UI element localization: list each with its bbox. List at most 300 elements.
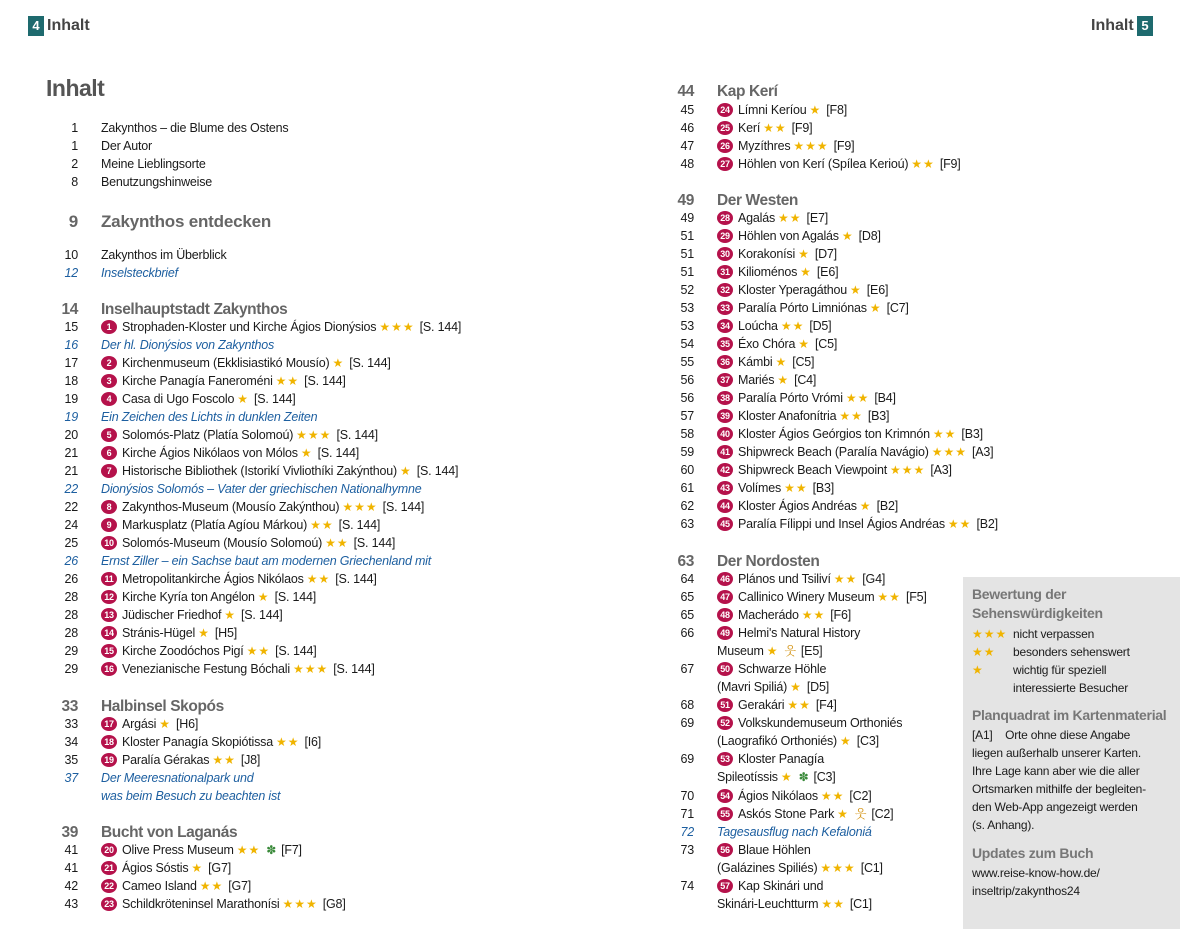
entry-content: [717, 137, 854, 155]
star-rating-icon: ★★: [801, 608, 826, 622]
map-grid-ref: [A3]: [972, 445, 994, 459]
toc-entry[interactable]: [46, 642, 317, 660]
sight-number-marker: 23: [101, 897, 117, 911]
entry-title: Ernst Ziller – ein Sachse baut am modernen Griechenland mit: [101, 554, 432, 568]
entry-content: [101, 372, 346, 390]
sight-number-marker: 18: [101, 735, 117, 749]
toc-entry[interactable]: [662, 245, 837, 263]
map-grid-ref: [F9]: [939, 157, 961, 171]
map-grid-ref: [S. 144]: [333, 662, 375, 676]
page-number: 8: [71, 175, 78, 189]
sight-number-marker: 49: [717, 626, 733, 640]
toc-entry[interactable]: [662, 461, 952, 479]
entry-title: Zakynthos – die Blume des Ostens: [101, 121, 289, 135]
sight-number-marker: 24: [717, 103, 733, 117]
map-grid-ref: [B3]: [812, 481, 835, 495]
toc-entry[interactable]: [662, 859, 883, 877]
page-number: 43: [64, 897, 78, 911]
page-number: 71: [680, 807, 694, 821]
entry-content: [717, 407, 889, 425]
toc-entry[interactable]: [46, 137, 152, 155]
toc-entry[interactable]: [662, 624, 860, 642]
toc-entry[interactable]: [662, 805, 893, 823]
toc-entry[interactable]: [46, 877, 251, 895]
page-number: 41: [64, 843, 78, 857]
star-icon: ★: [972, 663, 984, 677]
star-rating-icon: ★: [300, 446, 313, 460]
toc-entry[interactable]: [46, 534, 395, 552]
toc-entry[interactable]: [46, 264, 178, 282]
map-grid-ref: [C3]: [856, 734, 879, 748]
star-rating-icon: ★: [766, 644, 779, 658]
page-number: 41: [64, 861, 78, 875]
toc-entry[interactable]: [46, 787, 280, 805]
toc-entry[interactable]: [46, 336, 274, 354]
toc-entry[interactable]: [662, 425, 983, 443]
toc-entry[interactable]: [662, 479, 834, 497]
toc-entry[interactable]: [662, 497, 898, 515]
star-rating-icon: ★: [798, 247, 810, 261]
sight-number-marker: 22: [101, 879, 117, 893]
updates-url[interactable]: www.reise-know-how.de/: [972, 866, 1100, 880]
page-number: 33: [61, 698, 78, 715]
entry-title: Venezianische Festung Bóchali: [122, 662, 290, 676]
entry-content: [717, 660, 826, 678]
toc-entry[interactable]: [46, 246, 227, 264]
page-number: 49: [677, 192, 694, 209]
entry-content: [717, 750, 824, 768]
toc-entry[interactable]: [46, 173, 212, 191]
updates-title: Updates zum Buch: [972, 845, 1094, 861]
toc-entry[interactable]: [46, 119, 288, 137]
toc-entry[interactable]: [662, 317, 831, 335]
entry-content: [101, 733, 321, 751]
toc-entry[interactable]: [46, 751, 260, 769]
star-rating-icon: ★: [798, 337, 811, 351]
entry-title: Argási: [122, 717, 157, 731]
entry-title: Gerakári: [738, 698, 785, 712]
star-rating-icon: ★: [777, 373, 790, 387]
toc-entry[interactable]: [662, 877, 823, 895]
map-grid-ref: [S. 144]: [338, 518, 381, 532]
sight-number-marker: 28: [717, 211, 733, 225]
page-number: 42: [64, 879, 78, 893]
sight-number-marker: 51: [717, 698, 733, 712]
toc-entry[interactable]: [662, 335, 837, 353]
page-number: 54: [680, 337, 694, 351]
map-grid-ref: [B3]: [867, 409, 890, 423]
entry-content: [101, 444, 359, 462]
entry-title: Dionýsios Solomós – Vater der griechischen Nationalhymne: [101, 482, 422, 496]
toc-entry[interactable]: [662, 588, 927, 606]
map-grid-ref: [F4]: [815, 698, 837, 712]
entry-content: [717, 101, 847, 119]
entry-content: [101, 715, 198, 733]
entry-content: [101, 498, 424, 516]
map-grid-ref: [G7]: [208, 861, 231, 875]
toc-entry[interactable]: [662, 823, 872, 841]
toc-entry[interactable]: [46, 390, 296, 408]
map-grid-ref: [F6]: [830, 608, 851, 622]
entry-content: [101, 877, 251, 895]
star-rating-icon: ★★: [780, 319, 805, 333]
page-number: 69: [680, 752, 694, 766]
entry-title: Kloster Anafonítria: [738, 409, 837, 423]
star-rating-icon: ★★★: [342, 500, 378, 514]
toc-section-heading[interactable]: [46, 211, 271, 233]
star-rating-icon: ★: [859, 499, 872, 513]
toc-entry[interactable]: [662, 660, 826, 678]
entry-content: [101, 155, 206, 173]
toc-entry[interactable]: [662, 732, 879, 750]
toc-entry[interactable]: [46, 552, 431, 570]
toc-entry[interactable]: [46, 859, 231, 877]
sight-number-marker: 11: [101, 572, 117, 586]
map-grid-ref: [S. 144]: [304, 374, 346, 388]
toc-entry[interactable]: [662, 371, 816, 389]
toc-entry[interactable]: [662, 119, 812, 137]
page-number: 65: [680, 590, 694, 604]
entry-content: [717, 570, 885, 588]
page-number: 45: [680, 103, 694, 117]
page-number: 61: [680, 481, 694, 495]
legend-line: (s. Anhang).: [972, 818, 1035, 832]
map-grid-ref: [A3]: [930, 463, 952, 477]
star-rating-icon: ★★: [212, 753, 236, 767]
star-rating-icon: ★★: [275, 735, 300, 749]
toc-entry[interactable]: [46, 841, 302, 859]
page-number: 58: [680, 427, 694, 441]
entry-content: [717, 209, 828, 227]
toc-entry[interactable]: [46, 354, 391, 372]
kids-icon: 웃: [784, 644, 796, 658]
map-grid-ref: [E6]: [866, 283, 889, 297]
map-grid-ref: [G7]: [228, 879, 252, 893]
kids-icon: 웃: [854, 807, 867, 821]
star-rating-icon: ★★: [820, 789, 845, 803]
toc-entry[interactable]: [662, 353, 814, 371]
map-grid-ref: [F9]: [791, 121, 813, 135]
entry-title: Strophaden-Kloster und Kirche Ágios Dionýsios: [122, 320, 377, 334]
star-rating-icon: ★: [790, 680, 802, 694]
sight-number-marker: 34: [717, 319, 733, 333]
page-number: 28: [64, 626, 78, 640]
page-number: 10: [64, 248, 78, 262]
sight-number-marker: 1: [101, 320, 117, 334]
entry-title: Shipwreck Beach (Paralía Navágio): [738, 445, 929, 459]
toc-entry[interactable]: [46, 606, 283, 624]
map-grid-ref: [B2]: [976, 517, 998, 531]
entry-title: Shipwreck Beach Viewpoint: [738, 463, 888, 477]
entry-title: Schildkröteninsel Marathonísi: [122, 897, 280, 911]
star-rating-icon: ★★: [833, 572, 858, 586]
entry-title: Tagesausflug nach Kefaloniá: [717, 825, 872, 839]
sight-number-marker: 50: [717, 662, 733, 676]
toc-entry[interactable]: [662, 678, 829, 696]
entry-title: Kilioménos: [738, 265, 798, 279]
rating-label: nicht verpassen: [1013, 627, 1095, 641]
toc-entry[interactable]: [662, 714, 902, 732]
page-number: 48: [680, 157, 694, 171]
sight-number-marker: 48: [717, 608, 733, 622]
page-number: 19: [64, 410, 78, 424]
entry-title: Spileotíssis: [717, 770, 778, 784]
toc-entry[interactable]: [662, 642, 822, 660]
star-rating-icon: ★★: [275, 374, 300, 388]
page-number: 51: [680, 229, 694, 243]
entry-title: Schwarze Höhle: [738, 662, 827, 676]
toc-entry[interactable]: [46, 895, 346, 913]
entry-content: [101, 264, 178, 282]
entry-content: [101, 137, 152, 155]
page-number: 28: [64, 608, 78, 622]
toc-entry[interactable]: [662, 570, 885, 588]
toc-entry[interactable]: [46, 733, 321, 751]
sight-number-marker: 5: [101, 428, 117, 442]
entry-title: Kloster Ágios Andréas: [738, 499, 857, 513]
star-rating-icon: ★★: [821, 897, 845, 911]
entry-content: [101, 213, 271, 231]
entry-title: Kerí: [738, 121, 761, 135]
page-number: 51: [680, 247, 694, 261]
star-rating-icon: ★★★: [379, 320, 415, 334]
toc-entry[interactable]: [662, 209, 828, 227]
page-number: 60: [680, 463, 694, 477]
sight-number-marker: 27: [717, 157, 733, 171]
star-rating-icon: ★: [869, 301, 882, 315]
entry-title: Solomós-Platz (Platía Solomoú): [122, 428, 294, 442]
toc-entry[interactable]: [46, 769, 254, 787]
map-grid-ref: [S. 144]: [241, 608, 283, 622]
toc-entry[interactable]: [662, 696, 837, 714]
entry-content: [717, 317, 831, 335]
entry-title: Callinico Winery Museum: [738, 590, 875, 604]
entry-content: [717, 823, 872, 841]
rating-legend-title-2: Sehenswürdigkeiten: [972, 605, 1103, 621]
entry-content: [101, 426, 378, 444]
star-rating-icon: ★★: [839, 409, 863, 423]
star-rating-icon: ★★: [778, 211, 802, 225]
entry-content: [717, 805, 893, 823]
entry-content: [717, 841, 811, 859]
toc-entry[interactable]: [662, 750, 824, 768]
page-number: 29: [64, 644, 78, 658]
toc-entry[interactable]: [46, 408, 317, 426]
map-grid-ref: [S. 144]: [275, 644, 317, 658]
toc-entry[interactable]: [46, 155, 206, 173]
star-rating-icon: ★: [332, 356, 345, 370]
entry-title: Der Nordosten: [717, 553, 820, 570]
star-rating-icon: ★★: [787, 698, 811, 712]
map-grid-ref: [D7]: [814, 247, 837, 261]
entry-title: (Mavri Spiliá): [717, 680, 788, 694]
star-rating-icon: ★★: [236, 843, 261, 857]
entry-title: Kloster Yperagáthou: [738, 283, 848, 297]
toc-entry[interactable]: [662, 515, 998, 533]
toc-entry[interactable]: [662, 281, 888, 299]
entry-content: [717, 877, 823, 895]
entry-content: [101, 173, 212, 191]
entry-title: Bucht von Laganás: [101, 824, 238, 841]
map-grid-ref: [S. 144]: [254, 392, 296, 406]
map-grid-ref: [S. 144]: [335, 572, 377, 586]
entry-content: [717, 859, 883, 877]
entry-title: Korakonísi: [738, 247, 796, 261]
entry-title: Kap Kerí: [717, 83, 778, 100]
star-rating-icon: ★★★: [292, 662, 329, 676]
sight-number-marker: 38: [717, 391, 733, 405]
toc-entry[interactable]: [46, 715, 198, 733]
toc-entry[interactable]: [46, 480, 421, 498]
rating-legend: [972, 625, 1180, 697]
sight-number-marker: 6: [101, 446, 117, 460]
sight-number-marker: 30: [717, 247, 733, 261]
toc-entry[interactable]: [46, 570, 377, 588]
page-number: 17: [64, 356, 78, 370]
page-number: 1: [71, 121, 78, 135]
entry-title: Volkskundemuseum Orthoniés: [738, 716, 903, 730]
entry-content: [101, 824, 237, 842]
entry-content: [101, 624, 237, 642]
sight-number-marker: 45: [717, 517, 733, 531]
map-grid-ref: [D5]: [809, 319, 832, 333]
toc-entry[interactable]: [46, 444, 359, 462]
sight-number-marker: 13: [101, 608, 117, 622]
star-rating-icon: ★: [837, 807, 849, 821]
star-rating-icon: ★★★: [282, 897, 318, 911]
map-grid-ref: [S. 144]: [353, 536, 396, 550]
star-rating-icon: ★★: [845, 391, 870, 405]
legend-line: Ortsmarken mithilfe der begleiten-: [972, 782, 1146, 796]
entry-content: [717, 606, 851, 624]
entry-title: Der Meeresnationalpark und: [101, 771, 254, 785]
entry-title: Cameo Island: [122, 879, 197, 893]
toc-entry[interactable]: [662, 443, 993, 461]
entry-title: Paralía Gérakas: [122, 753, 210, 767]
legend-line: [A1] Orte ohne diese Angabe: [972, 728, 1131, 742]
toc-entry[interactable]: [662, 227, 881, 245]
entry-title: Historische Bibliothek (Istorikí Vivliothíki Zakýnthou): [122, 464, 397, 478]
star-rating-icon: ★: [850, 283, 862, 297]
page-number: 67: [680, 662, 694, 676]
map-grid-ref: [C1]: [849, 897, 872, 911]
page-number: 47: [680, 139, 694, 153]
toc-entry[interactable]: [46, 462, 458, 480]
page-number: 52: [680, 283, 694, 297]
toc-entry[interactable]: [662, 263, 838, 281]
map-grid-ref: [C1]: [860, 861, 883, 875]
entry-content: [101, 246, 227, 264]
star-rating-icon: ★★★: [890, 463, 926, 477]
star-icon: ★★: [972, 645, 996, 659]
page-number: 56: [680, 373, 694, 387]
entry-title: Skinári-Leuchtturm: [717, 897, 819, 911]
map-grid-ref: [G4]: [862, 572, 886, 586]
page-number: 57: [680, 409, 694, 423]
entry-title: Solomós-Museum (Mousío Solomoú): [122, 536, 323, 550]
toc-entry[interactable]: [46, 660, 375, 678]
toc-entry[interactable]: [662, 101, 847, 119]
sight-number-marker: 32: [717, 283, 733, 297]
sight-number-marker: 55: [717, 807, 733, 821]
entry-title: Kirche Ágios Nikólaos von Mólos: [122, 446, 298, 460]
sight-number-marker: 52: [717, 716, 733, 730]
toc-entry[interactable]: [662, 299, 909, 317]
page-number: 70: [680, 789, 694, 803]
map-grid-ref: [C7]: [886, 301, 909, 315]
entry-title: Inselhauptstadt Zakynthos: [101, 301, 288, 318]
toc-entry[interactable]: [662, 407, 889, 425]
entry-title: Inselsteckbrief: [101, 266, 178, 280]
toc-entry[interactable]: [662, 389, 896, 407]
toc-entry[interactable]: [46, 624, 237, 642]
page-number: 24: [64, 518, 78, 532]
entry-content: [101, 859, 231, 877]
page-number: 34: [64, 735, 78, 749]
entry-title: Kap Skinári und: [738, 879, 824, 893]
entry-title: Kirche Zoodóchos Pigí: [122, 644, 244, 658]
toc-entry[interactable]: [662, 137, 854, 155]
toc-section-heading[interactable]: [662, 81, 778, 103]
entry-title: Höhlen von Agalás: [738, 229, 839, 243]
entry-content: [717, 714, 902, 732]
toc-entry[interactable]: [662, 768, 836, 786]
entry-title: (Galázines Spiliés): [717, 861, 818, 875]
entry-title: Meine Lieblingsorte: [101, 157, 206, 171]
entry-title: Mariés: [738, 373, 775, 387]
entry-title: Kirchenmuseum (Ekklisiastikó Mousío): [122, 356, 330, 370]
toc-entry[interactable]: [46, 426, 378, 444]
entry-title: Agalás: [738, 211, 776, 225]
map-grid-ref: [I6]: [304, 735, 322, 749]
toc-entry[interactable]: [662, 155, 961, 173]
sight-number-marker: 29: [717, 229, 733, 243]
entry-content: [101, 895, 346, 913]
entry-content: [101, 751, 260, 769]
page-number: 69: [680, 716, 694, 730]
toc-entry[interactable]: [46, 588, 316, 606]
entry-title: was beim Besuch zu beachten ist: [101, 789, 281, 803]
entry-content: [717, 497, 898, 515]
page-number: 65: [680, 608, 694, 622]
toc-entry[interactable]: [46, 498, 424, 516]
toc-entry[interactable]: [662, 841, 811, 859]
entry-title: Ein Zeichen des Lichts in dunklen Zeiten: [101, 410, 318, 424]
entry-content: [717, 624, 860, 642]
updates-url[interactable]: inseltrip/zakynthos24: [972, 884, 1080, 898]
entry-content: [101, 606, 283, 624]
toc-entry[interactable]: [662, 787, 872, 805]
entry-title: Olive Press Museum: [122, 843, 234, 857]
entry-title: Kirche Kyría ton Angélon: [122, 590, 255, 604]
toc-entry[interactable]: [662, 895, 872, 913]
entry-content: [101, 552, 431, 570]
page-number: 74: [680, 879, 694, 893]
sight-number-marker: 15: [101, 644, 117, 658]
page-number: 72: [680, 825, 694, 839]
toc-entry[interactable]: [662, 606, 851, 624]
entry-content: [717, 895, 872, 913]
star-rating-icon: ★: [400, 464, 412, 478]
entry-content: [101, 119, 288, 137]
toc-entry[interactable]: [46, 516, 380, 534]
map-grid-ref: [H6]: [176, 717, 199, 731]
toc-entry[interactable]: [46, 318, 461, 336]
sight-number-marker: 25: [717, 121, 733, 135]
entry-content: [717, 588, 927, 606]
toc-entry[interactable]: [46, 372, 346, 390]
entry-content: [717, 787, 872, 805]
